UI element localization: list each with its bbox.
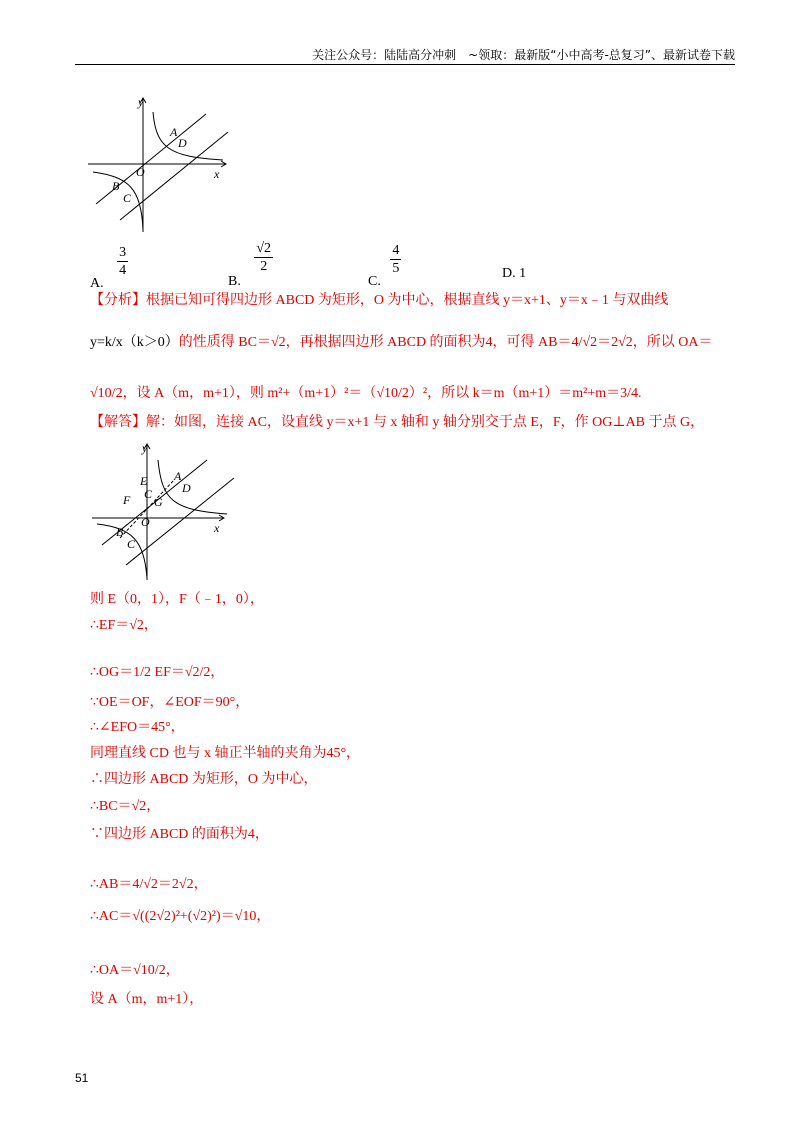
fig2-label-c-bottom: C	[127, 537, 136, 551]
solution-line-8: ∴BC＝√2，	[90, 799, 161, 814]
solution-line-3: ∴OG＝1/2 EF＝√2/2，	[90, 665, 225, 680]
fig2-label-e: E	[140, 474, 148, 488]
solution-line-4: ∵OE＝OF，∠EOF＝90°，	[90, 695, 250, 710]
solution-line-5: ∴∠EFO＝45°，	[90, 720, 185, 735]
solution-line-12: ∴OA＝√10/2，	[90, 963, 180, 978]
solution-line-6: 同理直线 CD 也与 x 轴正半轴的夹角为45°，	[90, 746, 361, 761]
option-d: D. 1	[502, 266, 527, 281]
fig1-label-c: C	[123, 191, 132, 205]
figure-1-graph	[88, 92, 238, 234]
analysis-tag: 【分析】	[90, 293, 146, 308]
fig2-label-a: A	[174, 469, 182, 483]
option-a: A. $\frac{3}{4}$	[90, 245, 127, 291]
fig2-label-f: F	[123, 493, 131, 507]
fig2-label-d: D	[182, 481, 191, 495]
figure-2-graph	[92, 440, 237, 582]
fig2-label-o: O	[141, 515, 150, 529]
page-header: 关注公众号：陆陆高分冲刺 ~领取：最新版“小中高考-总复习”、最新试卷下载	[312, 48, 735, 62]
solution-tag: 【解答】	[90, 415, 146, 430]
page-number: 51	[75, 1071, 89, 1085]
fig2-label-c-top: C	[144, 487, 153, 501]
fig1-y-label: y	[138, 95, 144, 109]
header-rule	[75, 64, 735, 65]
fig1-label-d: D	[178, 136, 187, 150]
fig2-x-label: x	[214, 521, 220, 535]
solution-line-11: ∴AC＝√((2√2)²+(√2)²)＝√10，	[90, 909, 271, 924]
fig1-label-b: B	[112, 179, 120, 193]
analysis-line-2: y=k/x（k＞0）的性质得 BC＝√2，再根据四边形 ABCD 的面积为4，可得 AB＝4/√2＝2√2，所以 OA＝	[90, 335, 713, 350]
analysis-line-3: √10/2，设 A（m，m+1），则 m²+（m+1）²＝（√10/2）²，所以 k＝m（m+1）＝m²+m＝3/4.	[90, 386, 642, 401]
option-b: B. $\frac{√2}{2}$	[228, 241, 272, 289]
fig1-x-label: x	[214, 167, 220, 181]
solution-intro: 【解答】解：如图，连接 AC，设直线 y＝x+1 与 x 轴和 y 轴分别交于点 E，F，作 OG⊥AB 于点 G，	[90, 415, 705, 430]
fig1-label-o: O	[136, 165, 145, 179]
option-c: C. $\frac{4}{5}$	[368, 243, 400, 289]
solution-line-7: ∴四边形 ABCD 为矩形，O 为中心，	[90, 772, 318, 787]
solution-line-10: ∴AB＝4/√2＝2√2，	[90, 877, 208, 892]
fig2-label-g: G	[154, 495, 163, 509]
fig1-label-a: A	[170, 125, 178, 139]
solution-line-1: 则 E（0，1），F（﹣1，0），	[90, 592, 264, 607]
fig2-y-label: y	[142, 441, 148, 455]
solution-line-2: ∴EF＝√2，	[90, 618, 158, 633]
analysis-line-1: 【分析】根据已知可得四边形 ABCD 为矩形，O 为中心，根据直线 y＝x+1、y＝x﹣1 与双曲线	[90, 293, 669, 308]
solution-line-13: 设 A（m，m+1），	[90, 992, 204, 1007]
solution-line-9: ∵四边形 ABCD 的面积为4，	[90, 827, 269, 842]
fig2-label-b: B	[116, 525, 124, 539]
